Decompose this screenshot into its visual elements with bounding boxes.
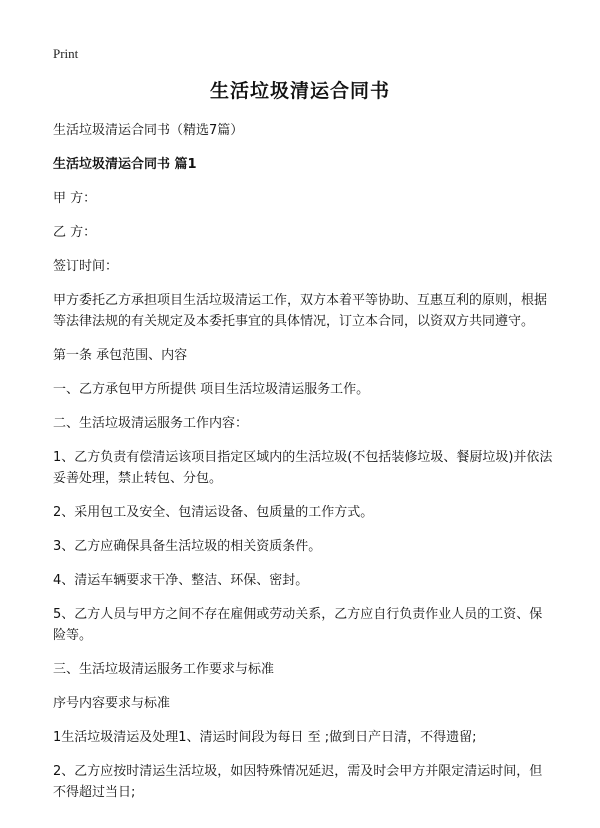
document-body bbox=[53, 120, 553, 816]
clause-paragraph: 三、生活垃圾清运服务工作要求与标准 bbox=[53, 662, 275, 677]
clause-paragraph: 一、乙方承包甲方所提供 项目生活垃圾清运服务工作。 bbox=[53, 382, 370, 397]
document-subtitle: 生活垃圾清运合同书（精选7篇） bbox=[53, 123, 244, 138]
clause-paragraph: 2、采用包工及安全、包清运设备、包质量的工作方式。 bbox=[53, 505, 374, 520]
signing-date-line: 签订时间： bbox=[53, 259, 119, 274]
preamble-paragraph: 甲方委托乙方承担项目生活垃圾清运工作，双方本着平等协助、互惠互利的原则，根据等法律法规的有关规定及本委托事宜的具体情况，订立本合同，以资双方共同遵守。 bbox=[53, 293, 548, 329]
section-heading: 生活垃圾清运合同书 篇1 bbox=[53, 157, 197, 172]
clause-paragraph: 2、乙方应按时清运生活垃圾，如因特殊情况延迟，需及时会甲方并限定清运时间，但不得超过当日; bbox=[53, 764, 543, 800]
clause-paragraph: 4、清运车辆要求干净、整洁、环保、密封。 bbox=[53, 573, 309, 588]
article-heading: 第一条 承包范围、内容 bbox=[53, 348, 188, 363]
clause-paragraph: 5、乙方人员与甲方之间不存在雇佣或劳动关系，乙方应自行负责作业人员的工资、保险等。 bbox=[53, 607, 543, 643]
document-title: 生活垃圾清运合同书 bbox=[209, 80, 390, 102]
print-link[interactable]: Print bbox=[53, 46, 79, 61]
clause-paragraph: 3、乙方应确保具备生活垃圾的相关资质条件。 bbox=[53, 539, 322, 554]
party-b-line: 乙 方： bbox=[53, 225, 97, 240]
party-a-line: 甲 方： bbox=[53, 191, 97, 206]
clause-paragraph: 二、生活垃圾清运服务工作内容： bbox=[53, 416, 249, 431]
clause-paragraph: 1生活垃圾清运及处理1、清运时间段为每日 至 ;做到日产日清，不得遗留; bbox=[53, 730, 477, 745]
clause-paragraph: 1、乙方负责有偿清运该项目指定区域内的生活垃圾(不包括装修垃圾、餐厨垃圾)并依法妥善处理，禁止转包、分包。 bbox=[53, 450, 553, 486]
table-header-line: 序号内容要求与标准 bbox=[53, 696, 171, 711]
